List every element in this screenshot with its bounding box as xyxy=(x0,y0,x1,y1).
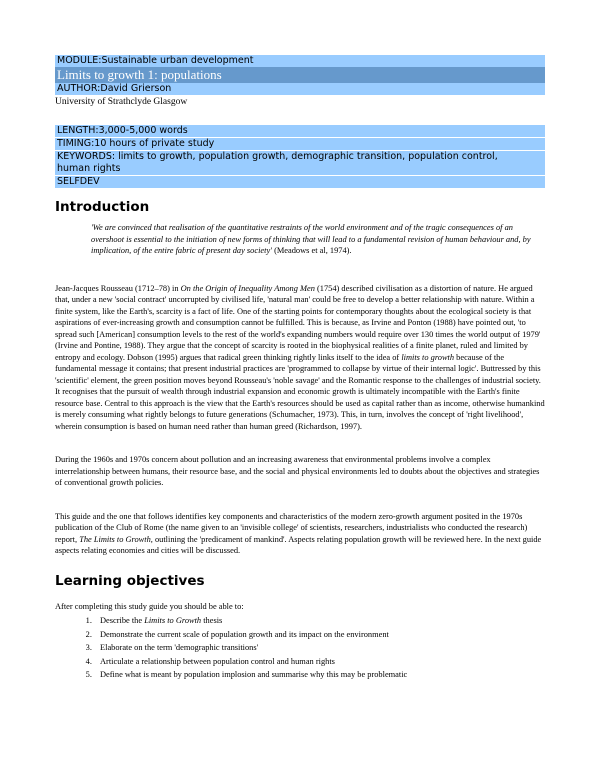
keywords-line-2: human rights xyxy=(57,163,121,174)
objective-item: 4. Articulate a relationship between population control and human rights xyxy=(94,655,545,669)
p1-text-a: Jean-Jacques Rousseau (1712–78) in xyxy=(55,283,181,293)
p1-text-b: (1754) described civilisation as a distortion of nature. He argued that, under a new 'social contract' uncorrupted by civilised life, 'natural man' could be free to develop a better relationship with nature. Within a finite system, like the Earth's, scarcity is a fact of life. One of the starting points for contemporary thoughts about the ecological society is that aspirations of ever-increasing growth and consumption cannot be fulfilled. This is because, as Irvine and Ponton (1988) have pointed out, 'to spread such [American] consumption levels to the rest of the world's expanding numbers would require over 130 times the world output of 1979' (Irvine and Pontine, 1988). They argue that the concept of scarcity is rooted in the biophysical realities of a finite planet, ruled and limited by entropy and ecology. Dobson (1995) argues that radical green thinking rightly links itself to the idea of xyxy=(55,283,541,362)
learning-intro: After completing this study guide you should be able to: xyxy=(55,601,244,611)
introduction-heading: Introduction xyxy=(55,199,150,215)
module-header xyxy=(55,55,545,108)
p3-report-title: The Limits to Growth xyxy=(79,534,151,544)
objectives-list xyxy=(55,614,545,682)
length-label: LENGTH:3,000-5,000 words xyxy=(55,125,545,137)
document-title: Limits to growth 1: populations xyxy=(55,67,545,83)
opening-quote xyxy=(91,222,545,257)
quote-citation: (Meadows et al, 1974). xyxy=(271,246,352,255)
meta-block xyxy=(55,125,545,188)
learning-objectives-heading: Learning objectives xyxy=(55,572,205,589)
p1-book-title: On the Origin of Inequality Among Men xyxy=(180,283,315,293)
selfdev-label: SELFDEV xyxy=(55,176,545,188)
objective-item: 3. Elaborate on the term 'demographic transitions' xyxy=(94,641,545,655)
module-label: MODULE:Sustainable urban development xyxy=(55,55,545,67)
paragraph-1960s: During the 1960s and 1970s concern about pollution and an increasing awareness that environmental problems involve a complex interrelationship between humans, their resource base, and the social and physical environments led to doubts about the objectives and strategies of conventional growth policies. xyxy=(55,455,540,487)
objective-item: 5. Define what is meant by population implosion and summarise why this may be problematic xyxy=(94,668,545,682)
author-label: AUTHOR:David Grierson xyxy=(55,83,545,95)
objective-item: 2. Demonstrate the current scale of population growth and its impact on the environment xyxy=(94,628,545,642)
university-label: University of Strathclyde Glasgow xyxy=(55,97,188,107)
paragraph-rousseau xyxy=(55,283,545,433)
keywords-line-1: KEYWORDS: limits to growth, population growth, demographic transition, population control, xyxy=(57,151,498,162)
p1-italic-term: limits to growth xyxy=(401,352,455,362)
keywords-label xyxy=(55,151,545,175)
quote-text: 'We are convinced that realisation of the quantitative restraints of the world environment and of the tragic consequences of an overshoot is essential to the initiation of new forms of thinking that will lead to a fundamental revision of human behaviour and, by implication, of the entire fabric of present day society' xyxy=(91,223,531,255)
p3-text-a: This guide and the one that follows identifies key components and characteristics of the modern zero-growth argument posited in the 1970s publication of the Club of Rome (the name given to an 'invisible college' of scientists, researchers, industrialists who conducted the research) report, xyxy=(55,511,528,544)
p3-text-b: , outlining the 'predicament of mankind'. Aspects relating population growth will be reviewed here. In the next guide aspects relating economies and cities will be discussed. xyxy=(55,534,542,555)
document-page xyxy=(55,55,545,682)
timing-label: TIMING:10 hours of private study xyxy=(55,138,545,150)
p1-text-c: because of the fundamental message it contains; that present industrial practices are 'programmed to collapse by virtue of their internal logic'. Buttressed by this 'scientific' element, the green position moves beyond Rousseau's 'noble savage' and the Romantic response to the challenges of industrial society. It recognises that the pursuit of wealth through industrial expansion and economic growth is ultimately incompatible with the Earth's finite resource base. Central to this approach is the view that the Earth's resources should be used as capital rather than as income, otherwise humankind is merely consuming what rightly belongs to future generations (Schumacher, 1973). This, in turn, involves the concept of 'right livelihood', wherein consumption is based on human need rather than human greed (Richardson, 1997). xyxy=(55,352,545,431)
paragraph-guide xyxy=(55,511,545,557)
objective-item: 1. Describe the Limits to Growth thesis xyxy=(94,614,545,628)
